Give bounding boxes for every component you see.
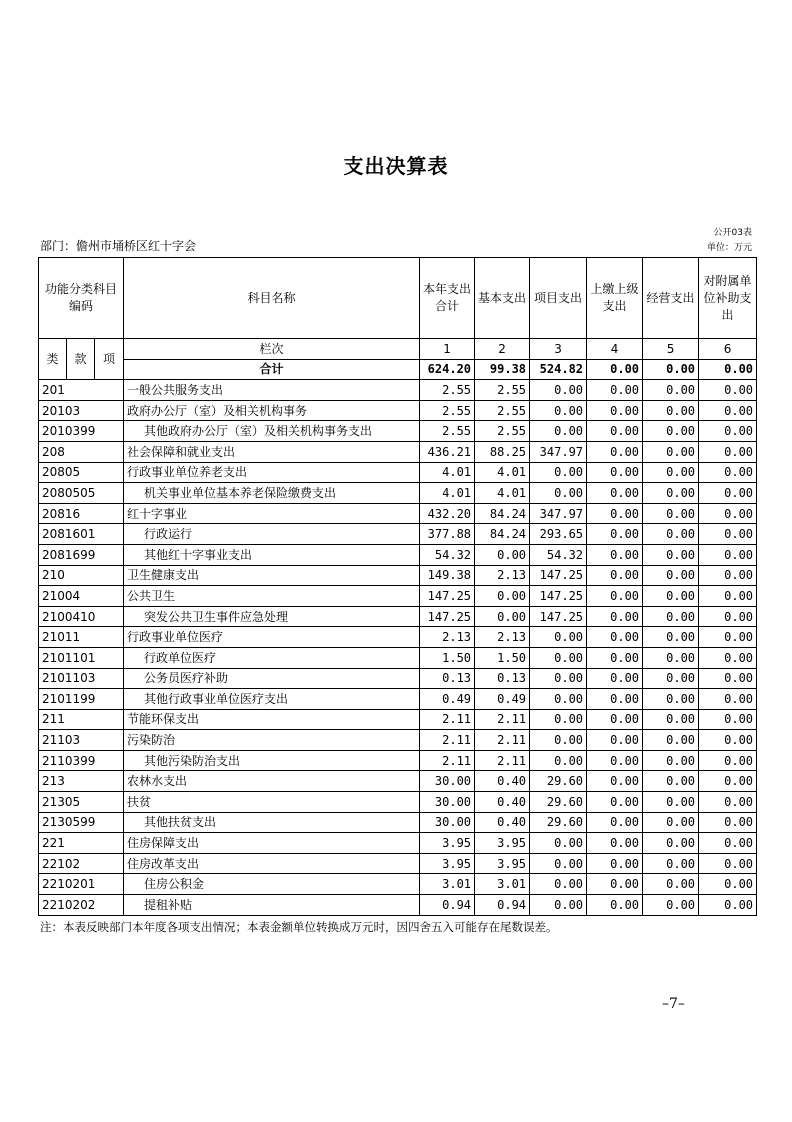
- amount-cell: 0.00: [699, 730, 757, 751]
- amount-cell: 30.00: [420, 812, 475, 833]
- amount-cell: 0.00: [699, 627, 757, 648]
- table-row: [39, 647, 757, 668]
- amount-cell: 0.00: [530, 421, 587, 442]
- table-row: [39, 544, 757, 565]
- amount-cell: 0.94: [420, 895, 475, 916]
- amount-cell: 3.95: [475, 853, 530, 874]
- table-row: [39, 709, 757, 730]
- amount-cell: 0.00: [475, 544, 530, 565]
- amount-cell: 2.55: [420, 400, 475, 421]
- subheader-lei: 类: [39, 339, 67, 380]
- total-value: 0.00: [699, 359, 757, 380]
- amount-cell: 88.25: [475, 441, 530, 462]
- subject-name: 其他红十字事业支出: [124, 544, 420, 565]
- amount-cell: 0.00: [530, 462, 587, 483]
- amount-cell: 0.00: [643, 647, 699, 668]
- footnote: 注：本表反映部门本年度各项支出情况；本表金额单位转换成万元时，因四舍五入可能存在尾数误差。: [40, 920, 558, 934]
- expenditure-table: [38, 257, 757, 916]
- amount-cell: 2.11: [475, 750, 530, 771]
- amount-cell: 54.32: [530, 544, 587, 565]
- amount-cell: 147.25: [420, 586, 475, 607]
- subject-name: 节能环保支出: [124, 709, 420, 730]
- table-row: [39, 462, 757, 483]
- subject-code: 2081699: [39, 544, 124, 565]
- subject-code: 2210202: [39, 895, 124, 916]
- subject-name: 一般公共服务支出: [124, 380, 420, 401]
- amount-cell: 0.00: [699, 483, 757, 504]
- amount-cell: 147.25: [530, 606, 587, 627]
- amount-cell: 0.00: [699, 895, 757, 916]
- amount-cell: 0.00: [643, 441, 699, 462]
- amount-cell: 0.00: [643, 400, 699, 421]
- amount-cell: 0.00: [699, 750, 757, 771]
- amount-cell: 0.00: [699, 689, 757, 710]
- header-basic: 基本支出: [475, 258, 530, 339]
- amount-cell: 0.00: [587, 812, 643, 833]
- subject-code: 2010399: [39, 421, 124, 442]
- table-row: [39, 606, 757, 627]
- subject-code: 2101199: [39, 689, 124, 710]
- amount-cell: 0.00: [530, 895, 587, 916]
- subject-code: 2081601: [39, 524, 124, 545]
- total-value: 624.20: [420, 359, 475, 380]
- amount-cell: 0.00: [699, 380, 757, 401]
- amount-cell: 0.00: [643, 750, 699, 771]
- table-row: [39, 833, 757, 854]
- subject-name: 行政运行: [124, 524, 420, 545]
- subject-code: 22102: [39, 853, 124, 874]
- table-row: [39, 441, 757, 462]
- amount-cell: 29.60: [530, 812, 587, 833]
- amount-cell: 4.01: [420, 483, 475, 504]
- subject-code: 21103: [39, 730, 124, 751]
- amount-cell: 0.00: [587, 544, 643, 565]
- amount-cell: 0.00: [643, 421, 699, 442]
- amount-cell: 0.00: [643, 730, 699, 751]
- amount-cell: 0.00: [643, 565, 699, 586]
- table-row: [39, 503, 757, 524]
- amount-cell: 0.00: [530, 380, 587, 401]
- amount-cell: 54.32: [420, 544, 475, 565]
- subject-code: 2210201: [39, 874, 124, 895]
- amount-cell: 0.00: [699, 874, 757, 895]
- amount-cell: 0.00: [699, 503, 757, 524]
- subject-name: 机关事业单位基本养老保险缴费支出: [124, 483, 420, 504]
- amount-cell: 29.60: [530, 771, 587, 792]
- amount-cell: 84.24: [475, 503, 530, 524]
- table-row: [39, 792, 757, 813]
- amount-cell: 432.20: [420, 503, 475, 524]
- amount-cell: 0.00: [699, 606, 757, 627]
- amount-cell: 0.13: [420, 668, 475, 689]
- amount-cell: 0.00: [699, 647, 757, 668]
- amount-cell: 0.00: [530, 627, 587, 648]
- amount-cell: 147.25: [530, 586, 587, 607]
- amount-cell: 0.00: [643, 627, 699, 648]
- amount-cell: 0.00: [587, 709, 643, 730]
- subheader-xiang: 项: [95, 339, 124, 380]
- amount-cell: 0.00: [475, 586, 530, 607]
- subject-name: 其他扶贫支出: [124, 812, 420, 833]
- column-number: 3: [530, 339, 587, 360]
- column-number: 1: [420, 339, 475, 360]
- amount-cell: 0.00: [699, 421, 757, 442]
- amount-cell: 0.00: [699, 709, 757, 730]
- amount-cell: 0.00: [699, 441, 757, 462]
- amount-cell: 0.00: [530, 709, 587, 730]
- amount-cell: 0.00: [643, 380, 699, 401]
- table-row: [39, 771, 757, 792]
- department-label: 部门：儋州市埇桥区红十字会: [40, 239, 197, 253]
- header-upper: 上缴上级支出: [587, 258, 643, 339]
- amount-cell: 0.00: [530, 689, 587, 710]
- amount-cell: 0.00: [643, 874, 699, 895]
- amount-cell: 147.25: [420, 606, 475, 627]
- amount-cell: 1.50: [475, 647, 530, 668]
- subject-name: 扶贫: [124, 792, 420, 813]
- header-name: 科目名称: [124, 258, 420, 339]
- table-row: [39, 853, 757, 874]
- amount-cell: 0.00: [587, 627, 643, 648]
- table-row: [39, 668, 757, 689]
- amount-cell: 0.00: [587, 586, 643, 607]
- amount-cell: 0.00: [587, 853, 643, 874]
- amount-cell: 2.13: [475, 627, 530, 648]
- total-value: 0.00: [587, 359, 643, 380]
- table-row: [39, 750, 757, 771]
- amount-cell: 2.55: [475, 380, 530, 401]
- header-subsidy: 对附属单位补助支出: [699, 258, 757, 339]
- amount-cell: 3.95: [420, 853, 475, 874]
- amount-cell: 0.00: [587, 730, 643, 751]
- subject-code: 221: [39, 833, 124, 854]
- subject-code: 21305: [39, 792, 124, 813]
- amount-cell: 2.11: [420, 750, 475, 771]
- subject-code: 210: [39, 565, 124, 586]
- amount-cell: 0.00: [587, 833, 643, 854]
- amount-cell: 30.00: [420, 792, 475, 813]
- amount-cell: 0.00: [587, 483, 643, 504]
- subject-code: 21004: [39, 586, 124, 607]
- subject-code: 2101103: [39, 668, 124, 689]
- subject-name: 农林水支出: [124, 771, 420, 792]
- amount-cell: 0.00: [643, 483, 699, 504]
- amount-cell: 0.00: [643, 462, 699, 483]
- subject-name: 其他行政事业单位医疗支出: [124, 689, 420, 710]
- amount-cell: 0.00: [587, 792, 643, 813]
- subject-code: 211: [39, 709, 124, 730]
- subject-code: 2110399: [39, 750, 124, 771]
- amount-cell: 2.55: [420, 421, 475, 442]
- amount-cell: 0.00: [587, 750, 643, 771]
- subject-name: 住房改革支出: [124, 853, 420, 874]
- amount-cell: 0.00: [643, 833, 699, 854]
- subject-name: 其他政府办公厅（室）及相关机构事务支出: [124, 421, 420, 442]
- subject-name: 住房公积金: [124, 874, 420, 895]
- subheader-kuan: 款: [67, 339, 95, 380]
- amount-cell: 0.00: [643, 503, 699, 524]
- column-number: 6: [699, 339, 757, 360]
- amount-cell: 0.00: [643, 812, 699, 833]
- amount-cell: 0.00: [587, 441, 643, 462]
- amount-cell: 0.00: [587, 380, 643, 401]
- amount-cell: 0.00: [643, 586, 699, 607]
- amount-cell: 436.21: [420, 441, 475, 462]
- amount-cell: 0.00: [587, 503, 643, 524]
- amount-cell: 0.00: [643, 853, 699, 874]
- total-value: 524.82: [530, 359, 587, 380]
- amount-cell: 0.00: [530, 400, 587, 421]
- subject-name: 住房保障支出: [124, 833, 420, 854]
- amount-cell: 0.40: [475, 792, 530, 813]
- amount-cell: 2.13: [420, 627, 475, 648]
- subject-name: 提租补贴: [124, 895, 420, 916]
- header-code: 功能分类科目编码: [39, 258, 124, 339]
- amount-cell: 4.01: [475, 462, 530, 483]
- amount-cell: 0.13: [475, 668, 530, 689]
- table-row: [39, 812, 757, 833]
- amount-cell: 0.00: [699, 524, 757, 545]
- subject-name: 行政事业单位养老支出: [124, 462, 420, 483]
- table-row: [39, 421, 757, 442]
- amount-cell: 347.97: [530, 503, 587, 524]
- amount-cell: 2.11: [420, 709, 475, 730]
- subject-code: 208: [39, 441, 124, 462]
- amount-cell: 0.00: [699, 792, 757, 813]
- page-number: –7–: [662, 996, 685, 1012]
- total-value: 0.00: [643, 359, 699, 380]
- amount-cell: 0.00: [699, 400, 757, 421]
- amount-cell: 0.00: [643, 668, 699, 689]
- amount-cell: 0.49: [420, 689, 475, 710]
- amount-cell: 0.00: [587, 771, 643, 792]
- amount-cell: 3.01: [475, 874, 530, 895]
- amount-cell: 0.94: [475, 895, 530, 916]
- amount-cell: 0.00: [587, 462, 643, 483]
- subject-name: 其他污染防治支出: [124, 750, 420, 771]
- amount-cell: 0.00: [530, 853, 587, 874]
- form-code: 公开03表: [713, 228, 752, 238]
- amount-cell: 0.00: [643, 895, 699, 916]
- subject-name: 行政单位医疗: [124, 647, 420, 668]
- amount-cell: 0.00: [643, 544, 699, 565]
- amount-cell: 0.40: [475, 812, 530, 833]
- amount-cell: 30.00: [420, 771, 475, 792]
- header-business: 经营支出: [643, 258, 699, 339]
- amount-cell: 0.00: [587, 874, 643, 895]
- subject-code: 213: [39, 771, 124, 792]
- amount-cell: 0.00: [643, 606, 699, 627]
- table-row: [39, 730, 757, 751]
- amount-cell: 0.00: [699, 812, 757, 833]
- subject-code: 20103: [39, 400, 124, 421]
- amount-cell: 0.00: [587, 421, 643, 442]
- amount-cell: 0.00: [699, 833, 757, 854]
- table-row: [39, 874, 757, 895]
- amount-cell: 347.97: [530, 441, 587, 462]
- amount-cell: 0.00: [699, 853, 757, 874]
- amount-cell: 147.25: [530, 565, 587, 586]
- amount-cell: 0.00: [699, 544, 757, 565]
- amount-cell: 0.00: [530, 668, 587, 689]
- amount-cell: 2.11: [475, 709, 530, 730]
- amount-cell: 0.00: [699, 586, 757, 607]
- subject-name: 政府办公厅（室）及相关机构事务: [124, 400, 420, 421]
- amount-cell: 2.11: [475, 730, 530, 751]
- amount-cell: 0.00: [475, 606, 530, 627]
- table-row: [39, 524, 757, 545]
- total-row: [39, 359, 757, 380]
- subject-code: 21011: [39, 627, 124, 648]
- subject-name: 突发公共卫生事件应急处理: [124, 606, 420, 627]
- amount-cell: 0.00: [643, 792, 699, 813]
- amount-cell: 2.55: [420, 380, 475, 401]
- amount-cell: 149.38: [420, 565, 475, 586]
- header-total: 本年支出合计: [420, 258, 475, 339]
- subject-name: 行政事业单位医疗: [124, 627, 420, 648]
- subject-name: 社会保障和就业支出: [124, 441, 420, 462]
- amount-cell: 2.11: [420, 730, 475, 751]
- amount-cell: 0.00: [587, 606, 643, 627]
- amount-cell: 3.95: [475, 833, 530, 854]
- amount-cell: 0.00: [699, 771, 757, 792]
- amount-cell: 0.00: [643, 771, 699, 792]
- amount-cell: 0.00: [530, 730, 587, 751]
- amount-cell: 3.95: [420, 833, 475, 854]
- amount-cell: 0.00: [643, 709, 699, 730]
- column-number-row: [39, 339, 757, 360]
- amount-cell: 0.00: [587, 400, 643, 421]
- amount-cell: 2.13: [475, 565, 530, 586]
- amount-cell: 0.00: [699, 462, 757, 483]
- subject-code: 201: [39, 380, 124, 401]
- subject-name: 公共卫生: [124, 586, 420, 607]
- amount-cell: 293.65: [530, 524, 587, 545]
- column-number: 2: [475, 339, 530, 360]
- table-row: [39, 895, 757, 916]
- amount-cell: 0.00: [699, 565, 757, 586]
- amount-cell: 0.00: [587, 647, 643, 668]
- amount-cell: 0.00: [587, 565, 643, 586]
- subject-code: 2130599: [39, 812, 124, 833]
- table-row: [39, 627, 757, 648]
- page-title: 支出决算表: [343, 154, 449, 178]
- amount-cell: 0.00: [643, 524, 699, 545]
- header-row: [39, 258, 757, 339]
- header-project: 项目支出: [530, 258, 587, 339]
- subject-code: 2080505: [39, 483, 124, 504]
- amount-cell: 29.60: [530, 792, 587, 813]
- table-row: [39, 586, 757, 607]
- subject-name: 污染防治: [124, 730, 420, 751]
- amount-cell: 0.00: [587, 524, 643, 545]
- total-label: 合计: [124, 359, 420, 380]
- amount-cell: 0.00: [643, 689, 699, 710]
- amount-cell: 84.24: [475, 524, 530, 545]
- amount-cell: 3.01: [420, 874, 475, 895]
- subject-name: 卫生健康支出: [124, 565, 420, 586]
- amount-cell: 0.00: [530, 874, 587, 895]
- table-row: [39, 380, 757, 401]
- subject-name: 红十字事业: [124, 503, 420, 524]
- subject-code: 2101101: [39, 647, 124, 668]
- amount-cell: 0.00: [587, 668, 643, 689]
- table-row: [39, 565, 757, 586]
- amount-cell: 0.00: [530, 833, 587, 854]
- amount-cell: 0.00: [530, 647, 587, 668]
- subject-code: 2100410: [39, 606, 124, 627]
- column-number: 4: [587, 339, 643, 360]
- table-row: [39, 400, 757, 421]
- table-row: [39, 483, 757, 504]
- amount-cell: 0.00: [699, 668, 757, 689]
- column-number: 5: [643, 339, 699, 360]
- subject-code: 20805: [39, 462, 124, 483]
- table-row: [39, 689, 757, 710]
- amount-cell: 0.00: [530, 483, 587, 504]
- amount-cell: 2.55: [475, 400, 530, 421]
- amount-cell: 4.01: [475, 483, 530, 504]
- amount-cell: 0.00: [587, 689, 643, 710]
- amount-cell: 377.88: [420, 524, 475, 545]
- amount-cell: 0.40: [475, 771, 530, 792]
- amount-cell: 4.01: [420, 462, 475, 483]
- subject-name: 公务员医疗补助: [124, 668, 420, 689]
- amount-cell: 0.00: [587, 895, 643, 916]
- unit-label: 单位：万元: [706, 243, 752, 253]
- amount-cell: 2.55: [475, 421, 530, 442]
- amount-cell: 1.50: [420, 647, 475, 668]
- total-value: 99.38: [475, 359, 530, 380]
- subject-code: 20816: [39, 503, 124, 524]
- subheader-lanci: 栏次: [124, 339, 420, 360]
- amount-cell: 0.49: [475, 689, 530, 710]
- amount-cell: 0.00: [530, 750, 587, 771]
